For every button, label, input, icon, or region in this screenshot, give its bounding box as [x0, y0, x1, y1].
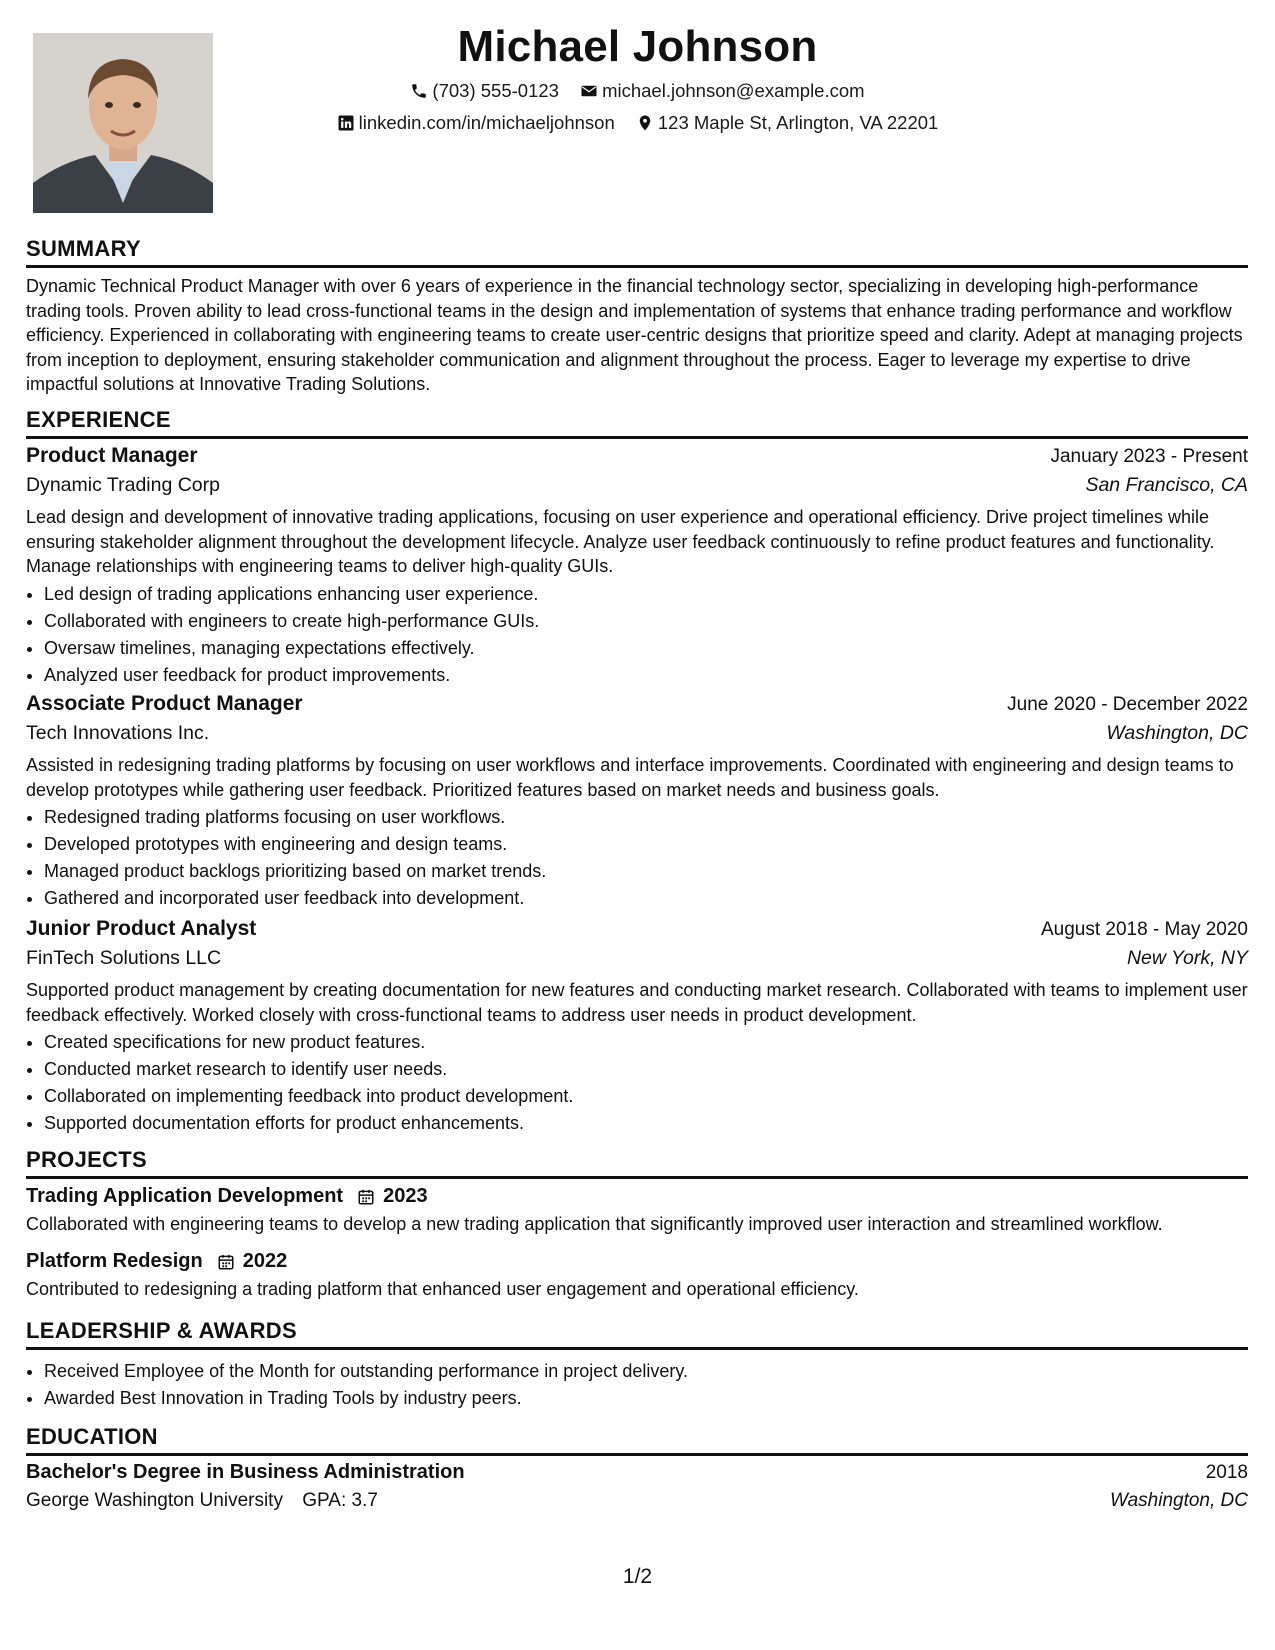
bullet-item: • Supported documentation efforts for product enhancements. — [44, 1110, 1248, 1137]
bullet-item: • Developed prototypes with engineering and design teams. — [44, 831, 1248, 858]
job-bullets — [26, 581, 1248, 689]
job-location: Washington, DC — [1106, 722, 1248, 744]
company-name: FinTech Solutions LLC — [26, 947, 222, 969]
experience-section — [26, 407, 1248, 439]
linkedin-contact[interactable] — [337, 112, 615, 134]
phone-contact[interactable] — [410, 80, 559, 102]
bullet-item: • Analyzed user feedback for product improvements. — [44, 662, 1248, 689]
summary-text: Dynamic Technical Product Manager with over 6 years of experience in the financial technology sector, specializing in developing high-performance trading tools. Proven ability to lead cross-functional teams in the design and implementation of systems that enhance trading performance and workflow efficiency. Experienced in collaborating with engineering teams to create user-centric designs that prioritize speed and clarity. Adept at managing projects from inception to deployment, ensuring stakeholder communication and alignment throughout the process. Eager to leverage my expertise to drive impactful solutions at Innovative Trading Solutions. — [26, 276, 1243, 394]
leadership-section — [26, 1318, 1248, 1412]
linkedin-text: linkedin.com/in/michaeljohnson — [358, 112, 615, 133]
project-year: 2022 — [242, 1250, 288, 1272]
address-text: 123 Maple St, Arlington, VA 22201 — [657, 112, 939, 133]
award-item: • Received Employee of the Month for outstanding performance in project delivery. — [44, 1358, 1248, 1385]
summary-heading: SUMMARY — [26, 236, 1248, 268]
job-entry — [26, 444, 1248, 689]
calendar-icon — [357, 1188, 375, 1206]
bullet-item: • Created specifications for new product features. — [44, 1029, 1248, 1056]
job-bullets — [26, 804, 1248, 912]
education-section — [26, 1424, 1248, 1456]
envelope-icon — [580, 82, 598, 100]
project-name: Platform Redesign — [26, 1250, 203, 1272]
bullet-item: • Conducted market research to identify user needs. — [44, 1056, 1248, 1083]
page-number: 1/2 — [622, 1565, 653, 1588]
job-location: San Francisco, CA — [1085, 474, 1248, 496]
project-entry — [26, 1250, 1248, 1300]
project-entry — [26, 1185, 1248, 1235]
award-item: • Awarded Best Innovation in Trading Tools by industry peers. — [44, 1385, 1248, 1412]
phone-text: (703) 555-0123 — [432, 80, 559, 101]
graduation-year: 2018 — [1205, 1462, 1248, 1483]
bullet-item: • Managed product backlogs prioritizing based on market trends. — [44, 858, 1248, 885]
school-name: George Washington University — [26, 1490, 283, 1511]
education-heading: EDUCATION — [26, 1424, 1248, 1456]
gpa-text: GPA: 3.7 — [302, 1490, 378, 1511]
project-name: Trading Application Development — [26, 1185, 344, 1207]
contact-row-secondary — [0, 112, 1275, 137]
project-description: Collaborated with engineering teams to develop a new trading application that significantly improved user interaction and streamlined workflow. — [26, 1214, 1163, 1234]
education-entry — [26, 1461, 1248, 1512]
project-year: 2023 — [383, 1185, 428, 1207]
candidate-name: Michael Johnson — [457, 22, 818, 71]
job-dates: August 2018 - May 2020 — [1040, 919, 1248, 940]
job-entry — [26, 917, 1248, 1137]
phone-icon — [410, 82, 428, 100]
bullet-item: • Oversaw timelines, managing expectations effectively. — [44, 635, 1248, 662]
projects-heading: PROJECTS — [26, 1147, 1248, 1179]
summary-section — [26, 236, 1248, 397]
experience-heading: EXPERIENCE — [26, 407, 1248, 439]
job-description: Assisted in redesigning trading platforms by focusing on user workflows and interface improvements. Coordinated with engineering and design teams to develop prototypes while gathering user feedback. Prioritized features based on market needs and business goals. — [26, 755, 1234, 800]
award-list — [26, 1358, 1248, 1412]
job-title: Product Manager — [26, 444, 198, 467]
bullet-item: • Redesigned trading platforms focusing on user workflows. — [44, 804, 1248, 831]
address-contact — [636, 112, 938, 134]
job-entry — [26, 692, 1248, 912]
bullet-item: • Led design of trading applications enhancing user experience. — [44, 581, 1248, 608]
leadership-heading: LEADERSHIP & AWARDS — [26, 1318, 1248, 1350]
job-description: Lead design and development of innovative trading applications, focusing on user experience and operational efficiency. Drive project timelines while ensuring stakeholder alignment throughout the development lifecycle. Analyze user feedback continuously to refine product features and functionality. Manage relationships with engineering teams to deliver high-quality GUIs. — [26, 507, 1215, 576]
job-title: Junior Product Analyst — [26, 917, 257, 940]
job-location: New York, NY — [1126, 947, 1248, 969]
calendar-icon — [217, 1253, 235, 1271]
bullet-item: • Collaborated on implementing feedback into product development. — [44, 1083, 1248, 1110]
project-description: Contributed to redesigning a trading platform that enhanced user engagement and operational efficiency. — [26, 1279, 859, 1299]
email-text: michael.johnson@example.com — [602, 80, 865, 101]
job-title: Associate Product Manager — [26, 692, 303, 715]
company-name: Dynamic Trading Corp — [26, 474, 220, 496]
degree-name: Bachelor's Degree in Business Administration — [26, 1461, 465, 1483]
job-bullets — [26, 1029, 1248, 1137]
contact-row-primary — [0, 80, 1275, 105]
email-contact[interactable] — [580, 80, 865, 102]
map-pin-icon — [636, 114, 654, 132]
linkedin-icon — [337, 114, 355, 132]
job-dates: June 2020 - December 2022 — [1007, 694, 1248, 715]
company-name: Tech Innovations Inc. — [26, 722, 210, 744]
bullet-item: • Gathered and incorporated user feedback into development. — [44, 885, 1248, 912]
bullet-item: • Collaborated with engineers to create high-performance GUIs. — [44, 608, 1248, 635]
school-location: Washington, DC — [1110, 1490, 1248, 1511]
job-description: Supported product management by creating documentation for new features and conducting market research. Collaborated with teams to implement user feedback effectively. Worked closely with cross-functional teams to address user needs in product development. — [26, 980, 1248, 1025]
job-dates: January 2023 - Present — [1050, 446, 1248, 467]
projects-section — [26, 1147, 1248, 1179]
